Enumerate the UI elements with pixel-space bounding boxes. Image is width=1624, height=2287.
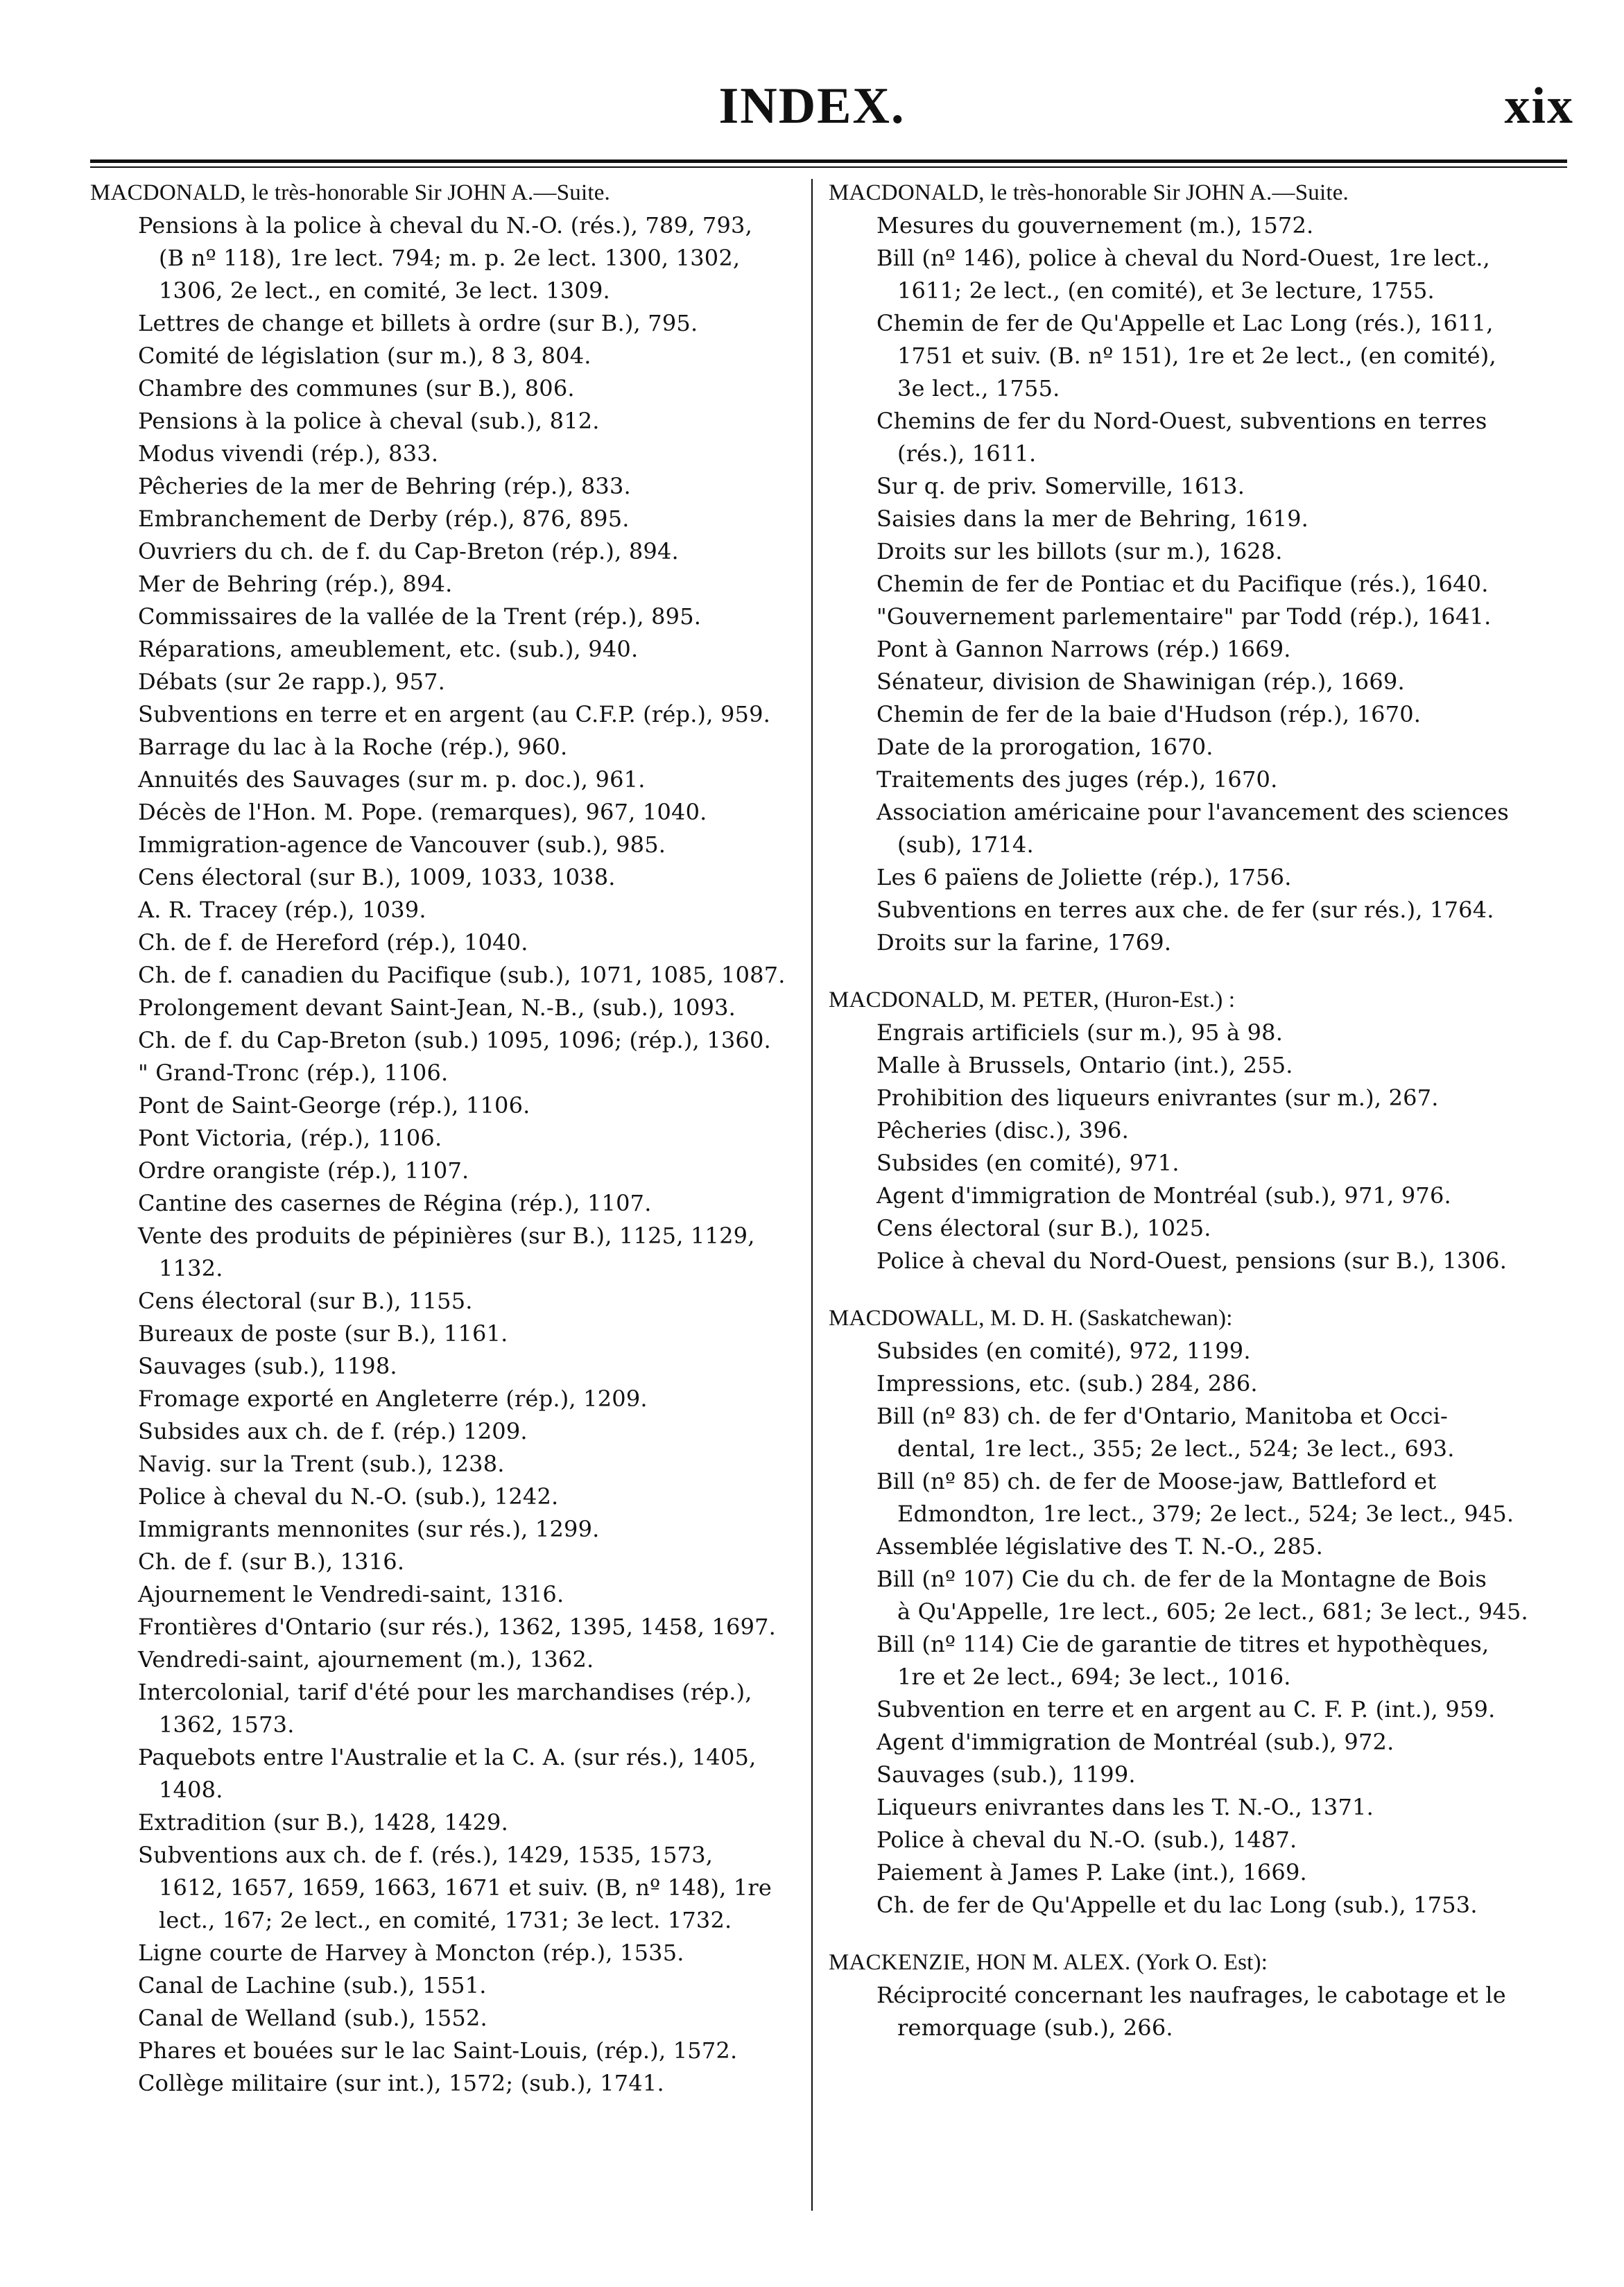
index-entry (829, 763, 1567, 796)
index-entry (90, 1024, 808, 1057)
entry-line: Ordre orangiste (rép.), 1107. (138, 1157, 469, 1184)
entry-line: Sauvages (sub.), 1198. (138, 1353, 397, 1379)
index-entry (90, 731, 808, 763)
entry-line: A. R. Tracey (rép.), 1039. (138, 897, 426, 923)
index-entry (90, 1937, 808, 1969)
index-entry (90, 1383, 808, 1415)
index-entry (90, 1220, 808, 1285)
index-entry (90, 405, 808, 438)
entry-line: Débats (sur 2e rapp.), 957. (138, 668, 446, 695)
entry-line: Police à cheval du N.-O. (sub.), 1242. (138, 1483, 559, 1510)
entry-line: Vendredi-saint, ajournement (m.), 1362. (138, 1646, 594, 1673)
entry-line: 1132. (159, 1255, 223, 1281)
entry-line: Subsides (en comité), 971. (876, 1150, 1180, 1176)
entry-line: Cens électoral (sur B.), 1025. (876, 1215, 1211, 1241)
index-entry (829, 1049, 1567, 1082)
index-entry (90, 796, 808, 829)
entry-line: Commissaires de la vallée de la Trent (rép.), 895. (138, 603, 702, 630)
index-entry (90, 568, 808, 601)
index-entry (829, 209, 1567, 242)
entry-line: Pêcheries de la mer de Behring (rép.), 833. (138, 473, 631, 499)
entry-line: Ch. de f. du Cap-Breton (sub.) 1095, 1096; (rép.), 1360. (138, 1027, 771, 1053)
entry-line: Phares et bouées sur le lac Saint-Louis, (rép.), 1572. (138, 2037, 738, 2064)
index-entry (90, 1513, 808, 1546)
section-gap (829, 959, 1567, 984)
index-entry (90, 1969, 808, 2002)
entry-line: Liqueurs enivrantes dans les T. N.-O., 1371. (876, 1794, 1374, 1820)
entry-line: Intercolonial, tarif d'été pour les marchandises (rép.), (138, 1679, 752, 1705)
index-entry (829, 1017, 1567, 1049)
index-entry (90, 633, 808, 666)
entry-line: Traitements des juges (rép.), 1670. (876, 766, 1278, 793)
entry-line: Police à cheval du N.-O. (sub.), 1487. (876, 1827, 1297, 1853)
index-entry (90, 1546, 808, 1578)
index-entry (829, 1824, 1567, 1856)
entry-line: Vente des produits de pépinières (sur B.), 1125, 1129, (138, 1223, 755, 1249)
page-number: xix (1504, 78, 1574, 135)
index-entry (829, 1979, 1567, 2044)
entry-line: MACDONALD, le très-honorable Sir JOHN A.—Suite. (90, 180, 610, 205)
index-entry (90, 1155, 808, 1187)
index-entry (829, 405, 1567, 470)
entry-line: Chambre des communes (sur B.), 806. (138, 375, 575, 402)
entry-line: 1306, 2e lect., en comité, 3e lect. 1309. (159, 277, 610, 304)
index-entry (90, 1448, 808, 1481)
index-heading (829, 177, 1567, 209)
entry-line: MACDONALD, M. PETER, (Huron-Est.) : (829, 987, 1236, 1012)
entry-line: Collège militaire (sur int.), 1572; (sub.), 1741. (138, 2070, 664, 2096)
entry-line: Décès de l'Hon. M. Pope. (remarques), 967, 1040. (138, 799, 707, 825)
header-rule-thin (90, 166, 1567, 168)
entry-line: Fromage exporté en Angleterre (rép.), 1209. (138, 1386, 648, 1412)
index-entry (90, 1676, 808, 1741)
entry-line: Cens électoral (sur B.), 1155. (138, 1288, 473, 1314)
entry-line: Mer de Behring (rép.), 894. (138, 571, 453, 597)
index-entry (90, 763, 808, 796)
section-gap (829, 1922, 1567, 1947)
entry-line: Embranchement de Derby (rép.), 876, 895. (138, 506, 630, 532)
entry-line: Modus vivendi (rép.), 833. (138, 440, 439, 467)
index-entry (829, 796, 1567, 861)
entry-line: Bill (nº 83) ch. de fer d'Ontario, Manitoba et Occi- (876, 1403, 1449, 1429)
entry-line: Edmondton, 1re lect., 379; 2e lect., 524; 3e lect., 945. (897, 1501, 1514, 1527)
entry-line: Pensions à la police à cheval du N.-O. (rés.), 789, 793, (138, 212, 752, 239)
entry-line: Mesures du gouvernement (m.), 1572. (876, 212, 1314, 239)
index-entry (90, 470, 808, 503)
entry-line: Canal de Welland (sub.), 1552. (138, 2005, 487, 2031)
index-entry (90, 1839, 808, 1937)
index-entry (829, 307, 1567, 405)
index-entry (90, 438, 808, 470)
entry-line: Extradition (sur B.), 1428, 1429. (138, 1809, 508, 1836)
entry-line: MACDOWALL, M. D. H. (Saskatchewan): (829, 1306, 1233, 1331)
entry-line: Sur q. de priv. Somerville, 1613. (876, 473, 1245, 499)
entry-line: 1re et 2e lect., 694; 3e lect., 1016. (897, 1664, 1291, 1690)
index-entry (829, 1726, 1567, 1759)
entry-line: Ouvriers du ch. de f. du Cap-Breton (rép.), 894. (138, 538, 679, 564)
index-entry (90, 1415, 808, 1448)
entry-line: à Qu'Appelle, 1re lect., 605; 2e lect., 681; 3e lect., 945. (897, 1598, 1528, 1625)
index-entry (90, 1611, 808, 1643)
index-entry (829, 1212, 1567, 1245)
entry-line: Bill (nº 146), police à cheval du Nord-Ouest, 1re lect., (876, 245, 1490, 271)
entry-line: 1362, 1573. (159, 1711, 295, 1738)
index-heading (90, 177, 808, 209)
entry-line: Ligne courte de Harvey à Moncton (rép.), 1535. (138, 1940, 684, 1966)
index-entry (829, 1530, 1567, 1563)
index-entry (90, 1057, 808, 1089)
entry-line: Droits sur les billots (sur m.), 1628. (876, 538, 1283, 564)
index-entry (90, 2067, 808, 2100)
index-entry (829, 1114, 1567, 1147)
index-entry (90, 1350, 808, 1383)
entry-line: Impressions, etc. (sub.) 284, 286. (876, 1370, 1258, 1397)
entry-line: Pont à Gannon Narrows (rép.) 1669. (876, 636, 1291, 662)
entry-line: (B nº 118), 1re lect. 794; m. p. 2e lect. 1300, 1302, (159, 245, 741, 271)
index-entry (90, 992, 808, 1024)
column-divider (811, 179, 813, 2211)
index-column-right (829, 177, 1567, 2044)
entry-line: Frontières d'Ontario (sur rés.), 1362, 1395, 1458, 1697. (138, 1614, 777, 1640)
entry-line: Association américaine pour l'avancement des sciences (876, 799, 1509, 825)
index-heading (829, 1947, 1567, 1979)
index-entry (829, 1180, 1567, 1212)
entry-line: Bill (nº 107) Cie du ch. de fer de la Montagne de Bois (876, 1566, 1487, 1592)
entry-line: Ch. de f. canadien du Pacifique (sub.), 1071, 1085, 1087. (138, 962, 786, 988)
index-entry (829, 666, 1567, 698)
entry-line: Cantine des casernes de Régina (rép.), 1107. (138, 1190, 652, 1216)
entry-line: Assemblée législative des T. N.-O., 285. (876, 1533, 1323, 1560)
entry-line: 1751 et suiv. (B. nº 151), 1re et 2e lect., (en comité), (897, 343, 1496, 369)
section-gap (829, 1277, 1567, 1302)
index-entry (90, 1089, 808, 1122)
entry-line: Prohibition des liqueurs enivrantes (sur m.), 267. (876, 1085, 1439, 1111)
entry-line: dental, 1re lect., 355; 2e lect., 524; 3e lect., 693. (897, 1435, 1455, 1462)
entry-line: Canal de Lachine (sub.), 1551. (138, 1972, 487, 1999)
entry-line: Comité de législation (sur m.), 8 3, 804. (138, 343, 591, 369)
entry-line: Réparations, ameublement, etc. (sub.), 940. (138, 636, 639, 662)
entry-line: Ch. de f. de Hereford (rép.), 1040. (138, 929, 528, 956)
entry-line: Bill (nº 114) Cie de garantie de titres et hypothèques, (876, 1631, 1489, 1657)
entry-line: Annuités des Sauvages (sur m. p. doc.), 961. (138, 766, 646, 793)
entry-line: 1408. (159, 1777, 223, 1803)
index-entry (90, 1806, 808, 1839)
entry-line: Paiement à James P. Lake (int.), 1669. (876, 1859, 1307, 1885)
entry-line: Ch. de f. (sur B.), 1316. (138, 1548, 405, 1575)
index-entry (829, 601, 1567, 633)
index-entry (90, 959, 808, 992)
index-column-left (90, 177, 808, 2100)
index-entry (829, 1693, 1567, 1726)
entry-line: Navig. sur la Trent (sub.), 1238. (138, 1451, 505, 1477)
entry-line: Bureaux de poste (sur B.), 1161. (138, 1320, 508, 1347)
entry-line: 1612, 1657, 1659, 1663, 1671 et suiv. (B, nº 148), 1re (159, 1874, 772, 1901)
index-heading (829, 1302, 1567, 1335)
entry-line: Pêcheries (disc.), 396. (876, 1117, 1129, 1144)
entry-line: Sénateur, division de Shawinigan (rép.), 1669. (876, 668, 1405, 695)
index-entry (90, 1643, 808, 1676)
index-entry (829, 470, 1567, 503)
entry-line: Ch. de fer de Qu'Appelle et du lac Long (sub.), 1753. (876, 1892, 1478, 1918)
index-entry (90, 503, 808, 535)
page-title: INDEX. (718, 78, 906, 135)
index-entry (90, 601, 808, 633)
entry-line: 3e lect., 1755. (897, 375, 1060, 402)
index-entry (829, 731, 1567, 763)
index-entry (90, 307, 808, 340)
entry-line: Cens électoral (sur B.), 1009, 1033, 1038. (138, 864, 616, 890)
entry-line: "Gouvernement parlementaire" par Todd (rép.), 1641. (876, 603, 1492, 630)
entry-line: " Grand-Tronc (rép.), 1106. (138, 1060, 449, 1086)
index-entry (829, 1082, 1567, 1114)
index-entry (90, 926, 808, 959)
index-entry (90, 1318, 808, 1350)
index-entry (90, 666, 808, 698)
entry-line: Subventions en terres aux che. de fer (sur rés.), 1764. (876, 897, 1494, 923)
index-entry (90, 698, 808, 731)
entry-line: Prolongement devant Saint-Jean, N.-B., (sub.), 1093. (138, 994, 736, 1021)
index-entry (829, 1791, 1567, 1824)
entry-line: Agent d'immigration de Montréal (sub.), 971, 976. (876, 1182, 1451, 1209)
entry-line: Subventions aux ch. de f. (rés.), 1429, 1535, 1573, (138, 1842, 714, 1868)
index-entry (829, 861, 1567, 894)
index-entry (829, 1856, 1567, 1889)
entry-line: Réciprocité concernant les naufrages, le cabotage et le (876, 1982, 1506, 2008)
index-entry (90, 1285, 808, 1318)
index-entry (829, 535, 1567, 568)
entry-line: Agent d'immigration de Montréal (sub.), 972. (876, 1729, 1394, 1755)
index-entry (829, 926, 1567, 959)
index-entry (90, 340, 808, 372)
entry-line: Chemin de fer de Qu'Appelle et Lac Long (rés.), 1611, (876, 310, 1494, 336)
index-entry (90, 535, 808, 568)
entry-line: Engrais artificiels (sur m.), 95 à 98. (876, 1019, 1284, 1046)
entry-line: Pensions à la police à cheval (sub.), 812. (138, 408, 600, 434)
entry-line: Chemin de fer de la baie d'Hudson (rép.), 1670. (876, 701, 1422, 727)
index-entry (90, 372, 808, 405)
index-entry (829, 1245, 1567, 1277)
index-entry (829, 242, 1567, 307)
entry-line: Bill (nº 85) ch. de fer de Moose-jaw, Battleford et (876, 1468, 1437, 1494)
index-entry (829, 633, 1567, 666)
entry-line: Droits sur la farine, 1769. (876, 929, 1172, 956)
entry-line: Subvention en terre et en argent au C. F. P. (int.), 959. (876, 1696, 1496, 1723)
index-entry (90, 1122, 808, 1155)
entry-line: Pont de Saint-George (rép.), 1106. (138, 1092, 530, 1119)
entry-line: MACKENZIE, HON M. ALEX. (York O. Est): (829, 1950, 1268, 1975)
index-entry (90, 2035, 808, 2067)
index-entry (90, 1741, 808, 1806)
index-entry (829, 503, 1567, 535)
entry-line: Lettres de change et billets à ordre (sur B.), 795. (138, 310, 698, 336)
entry-line: Immigration-agence de Vancouver (sub.), 985. (138, 831, 666, 858)
index-entry (829, 894, 1567, 926)
entry-line: Ajournement le Vendredi-saint, 1316. (138, 1581, 564, 1607)
index-entry (829, 1465, 1567, 1530)
index-entry (90, 1578, 808, 1611)
index-entry (829, 698, 1567, 731)
entry-line: Subsides (en comité), 972, 1199. (876, 1338, 1251, 1364)
entry-line: lect., 167; 2e lect., en comité, 1731; 3e lect. 1732. (159, 1907, 732, 1933)
entry-line: Chemins de fer du Nord-Ouest, subventions en terres (876, 408, 1487, 434)
index-entry (829, 1628, 1567, 1693)
entry-line: Subventions en terre et en argent (au C.F.P. (rép.), 959. (138, 701, 771, 727)
header-rule (90, 159, 1567, 163)
entry-line: Chemin de fer de Pontiac et du Pacifique (rés.), 1640. (876, 571, 1489, 597)
index-entry (90, 894, 808, 926)
entry-line: Immigrants mennonites (sur rés.), 1299. (138, 1516, 600, 1542)
index-entry (829, 1759, 1567, 1791)
index-entry (90, 829, 808, 861)
entry-line: (sub), 1714. (897, 831, 1034, 858)
index-entry (829, 1400, 1567, 1465)
index-entry (90, 1187, 808, 1220)
index-entry (90, 861, 808, 894)
entry-line: Sauvages (sub.), 1199. (876, 1761, 1136, 1788)
entry-line: remorquage (sub.), 266. (897, 2014, 1173, 2041)
entry-line: Pont Victoria, (rép.), 1106. (138, 1125, 442, 1151)
entry-line: 1611; 2e lect., (en comité), et 3e lecture, 1755. (897, 277, 1435, 304)
index-entry (829, 1147, 1567, 1180)
entry-line: Subsides aux ch. de f. (rép.) 1209. (138, 1418, 528, 1444)
index-entry (90, 209, 808, 307)
index-entry (90, 1481, 808, 1513)
index-heading (829, 984, 1567, 1017)
entry-line: Barrage du lac à la Roche (rép.), 960. (138, 734, 568, 760)
index-entry (829, 1367, 1567, 1400)
index-entry (829, 568, 1567, 601)
index-entry (829, 1563, 1567, 1628)
entry-line: Malle à Brussels, Ontario (int.), 255. (876, 1052, 1293, 1078)
entry-line: Les 6 païens de Joliette (rép.), 1756. (876, 864, 1292, 890)
entry-line: Paquebots entre l'Australie et la C. A. (sur rés.), 1405, (138, 1744, 757, 1770)
index-entry (829, 1335, 1567, 1367)
index-entry (829, 1889, 1567, 1922)
page-header (0, 0, 1624, 146)
index-entry (90, 2002, 808, 2035)
entry-line: Saisies dans la mer de Behring, 1619. (876, 506, 1309, 532)
entry-line: Police à cheval du Nord-Ouest, pensions (sur B.), 1306. (876, 1248, 1508, 1274)
entry-line: Date de la prorogation, 1670. (876, 734, 1213, 760)
entry-line: (rés.), 1611. (897, 440, 1037, 467)
entry-line: MACDONALD, le très-honorable Sir JOHN A.—Suite. (829, 180, 1349, 205)
